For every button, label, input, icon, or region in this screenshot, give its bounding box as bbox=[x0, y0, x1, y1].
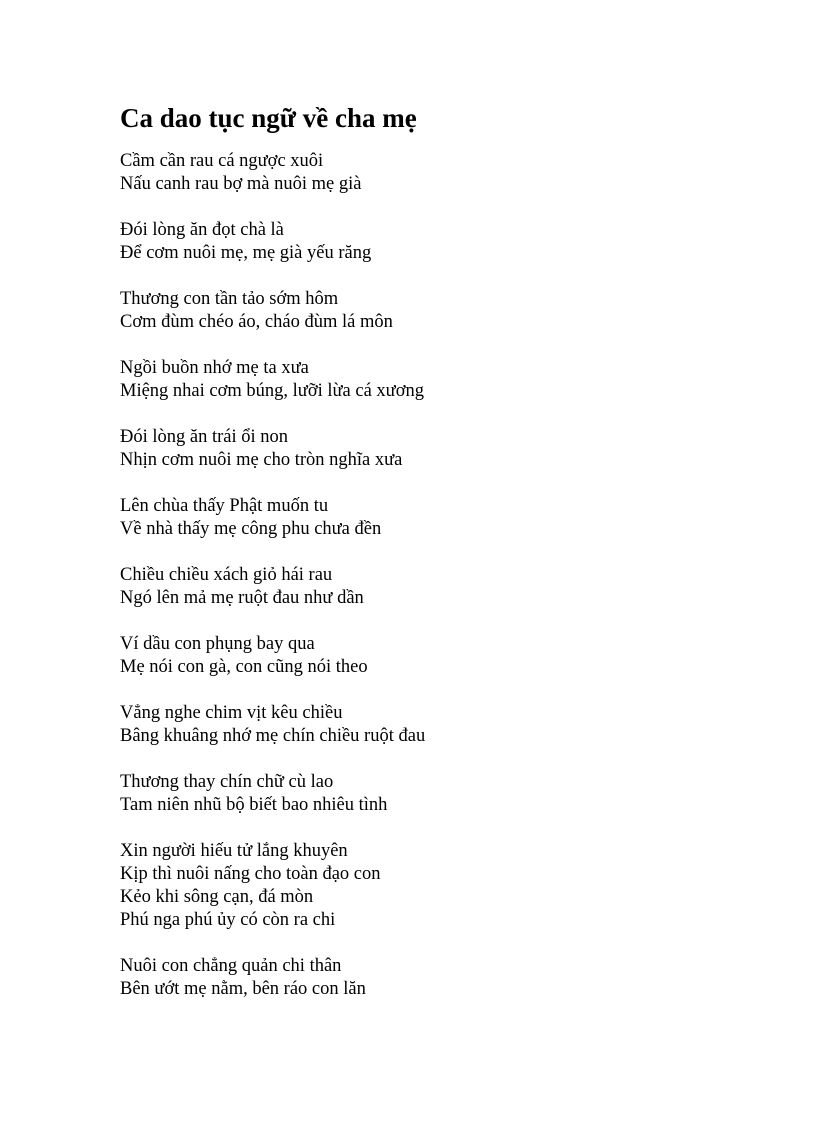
stanza bbox=[120, 955, 740, 1001]
verse-line: Về nhà thấy mẹ công phu chưa đền bbox=[120, 519, 382, 539]
verse-line: Bâng khuâng nhớ mẹ chín chiều ruột đau bbox=[120, 726, 426, 746]
stanza bbox=[120, 219, 740, 265]
verse-line: Nuôi con chẳng quản chi thân bbox=[120, 956, 342, 976]
stanza bbox=[120, 495, 740, 541]
verse-line: Miệng nhai cơm búng, lưỡi lừa cá xương bbox=[120, 381, 424, 401]
verse-line: Ngồi buồn nhớ mẹ ta xưa bbox=[120, 358, 309, 378]
document-title: Ca dao tục ngữ về cha mẹ bbox=[120, 103, 417, 133]
document-page bbox=[120, 100, 740, 1024]
verse-line: Tam niên nhũ bộ biết bao nhiêu tình bbox=[120, 795, 388, 815]
stanza bbox=[120, 357, 740, 403]
verse-line: Đói lòng ăn trái ổi non bbox=[120, 427, 289, 447]
verse-line: Cơm đùm chéo áo, cháo đùm lá môn bbox=[120, 312, 393, 332]
poem-body bbox=[120, 150, 740, 1001]
verse-line: Nhịn cơm nuôi mẹ cho tròn nghĩa xưa bbox=[120, 450, 403, 470]
verse-line: Xin người hiếu tử lắng khuyên bbox=[120, 841, 348, 861]
verse-line: Kịp thì nuôi nấng cho toàn đạo con bbox=[120, 864, 381, 884]
verse-line: Ví dầu con phụng bay qua bbox=[120, 634, 315, 654]
stanza bbox=[120, 771, 740, 817]
verse-line: Kẻo khi sông cạn, đá mòn bbox=[120, 887, 314, 907]
verse-line: Vẳng nghe chim vịt kêu chiều bbox=[120, 703, 343, 723]
verse-line: Cầm cần rau cá ngược xuôi bbox=[120, 151, 324, 171]
verse-line: Phú nga phú ủy có còn ra chi bbox=[120, 910, 336, 930]
verse-line: Đói lòng ăn đọt chà là bbox=[120, 220, 284, 240]
stanza bbox=[120, 150, 740, 196]
verse-line: Chiều chiều xách giỏ hái rau bbox=[120, 565, 333, 585]
stanza bbox=[120, 426, 740, 472]
verse-line: Thương con tần tảo sớm hôm bbox=[120, 289, 339, 309]
verse-line: Lên chùa thấy Phật muốn tu bbox=[120, 496, 329, 516]
verse-line: Nấu canh rau bợ mà nuôi mẹ già bbox=[120, 174, 362, 194]
stanza bbox=[120, 633, 740, 679]
verse-line: Mẹ nói con gà, con cũng nói theo bbox=[120, 657, 368, 677]
verse-line: Để cơm nuôi mẹ, mẹ già yếu răng bbox=[120, 243, 372, 263]
verse-line: Bên ướt mẹ nằm, bên ráo con lăn bbox=[120, 979, 366, 999]
verse-line: Ngó lên mả mẹ ruột đau như dần bbox=[120, 588, 364, 608]
stanza bbox=[120, 840, 740, 932]
verse-line: Thương thay chín chữ cù lao bbox=[120, 772, 334, 792]
stanza bbox=[120, 702, 740, 748]
stanza bbox=[120, 564, 740, 610]
stanza bbox=[120, 288, 740, 334]
